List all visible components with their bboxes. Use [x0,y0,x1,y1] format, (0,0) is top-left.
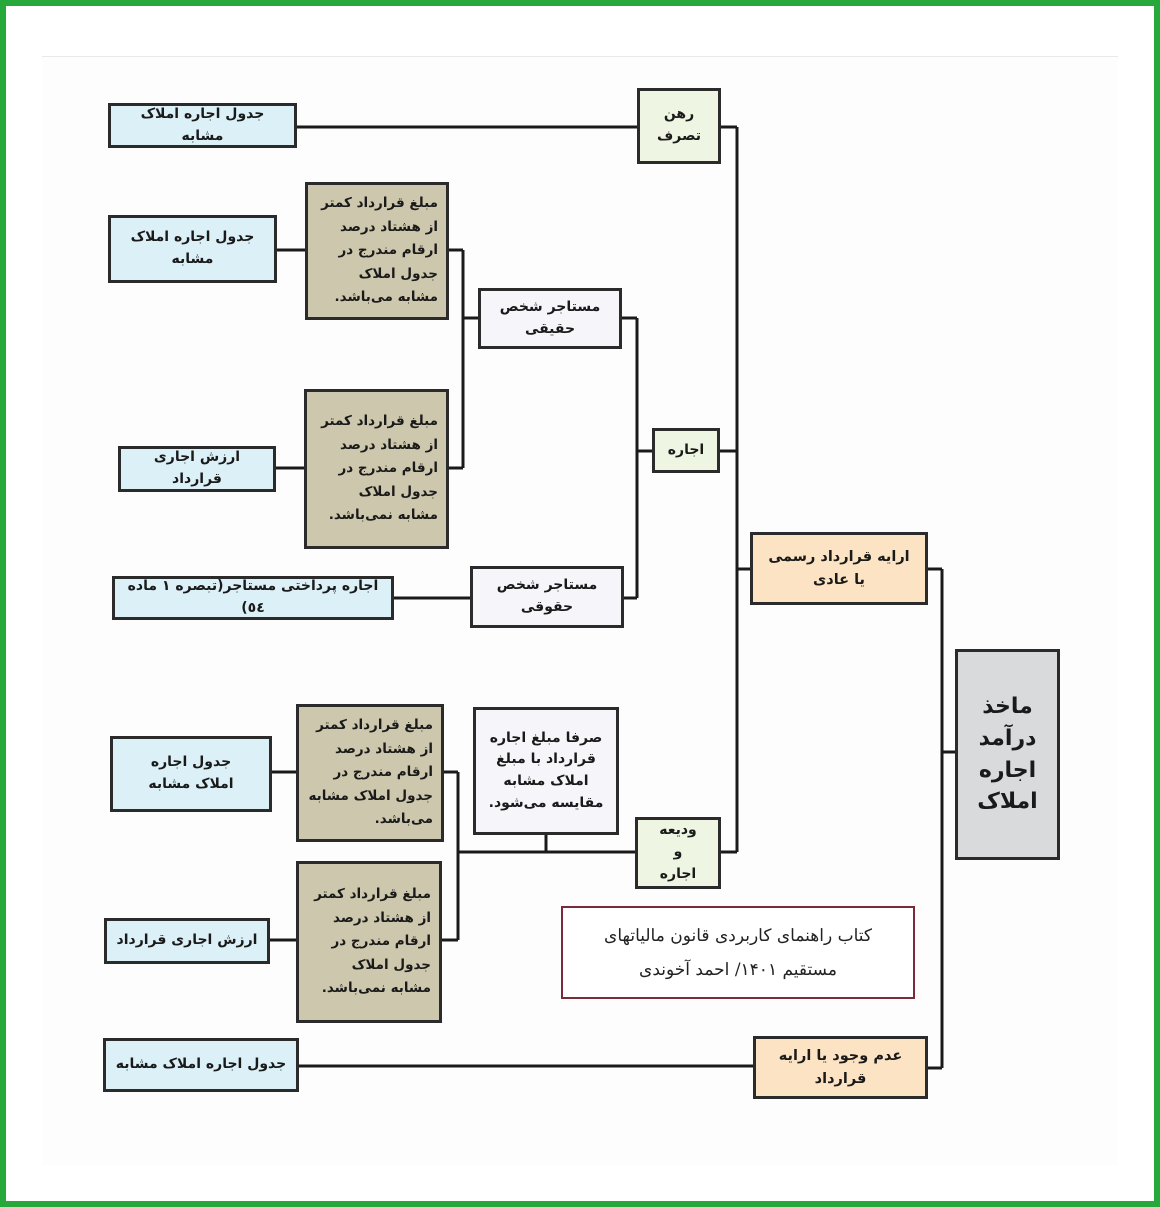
condition-not-less-than-80-percent [304,389,449,549]
condition-not-less-label: مبلغ قرارداد کمتر از هشتاد درصد ارقام مندرج در جدول املاک مشابه نمی‌باشد. [321,412,438,524]
tenant-natural-label: مستاجر شخص حقیقی [499,298,601,337]
root-revenue-basis [955,649,1060,860]
rent-only-comparison-note [473,707,619,835]
tenant-natural-person [478,288,622,349]
type-deposit-rent-label: ودیعه و اجاره [659,822,697,882]
type-rent-label: اجاره [667,441,705,458]
condition-deposit-less-than-80-percent [296,704,444,842]
condition-less-than-80-percent [305,182,449,320]
outcome-legal-label: اجاره پرداختی مستاجر(تبصره ۱ ماده ٥٤) [127,578,379,616]
source-citation [561,906,915,999]
outcome-deposit-similar-table [110,736,272,812]
outcome-natural-table-label: جدول اجاره املاک مشابه [130,229,255,267]
outcome-mortgage-similar-table [108,103,297,148]
type-deposit-rent [635,817,721,889]
outcome-deposit-contract-value [104,918,270,964]
type-mortgage-label: رهن تصرف [656,106,702,144]
type-mortgage [637,88,721,164]
outcome-no-contract-similar-table [103,1038,299,1092]
outcome-deposit-table-label: جدول اجاره املاک مشابه [148,754,234,792]
condition-deposit-less-label: مبلغ قرارداد کمتر از هشتاد درصد ارقام مندرج در جدول املاک مشابه می‌باشد. [308,716,433,828]
branch-no-contract [753,1036,928,1099]
rent-only-label: صرفا مبلغ اجاره قرارداد با مبلغ املاک مشابه مقایسه می‌شود. [488,729,604,811]
outcome-legal-rent-paid [112,576,394,620]
outcome-natural-value-label: ارزش اجاری قرارداد [153,449,241,487]
condition-less-label: مبلغ قرارداد کمتر از هشتاد درصد ارقام مندرج در جدول املاک مشابه می‌باشد. [321,194,438,306]
tenant-legal-person [470,566,624,628]
condition-deposit-not-less-label: مبلغ قرارداد کمتر از هشتاد درصد ارقام مندرج در جدول املاک مشابه نمی‌باشد. [314,885,431,997]
outcome-natural-similar-table [108,215,277,283]
outcome-natural-contract-value [118,446,276,492]
outcome-mortgage-label: جدول اجاره املاک مشابه [140,105,265,144]
condition-deposit-not-less-than-80-percent [296,861,442,1023]
branch-contract-submitted [750,532,928,605]
source-citation-text: کتاب راهنمای کاربردی قانون مالیاتهای مستقیم ۱۴۰۱/ احمد آخوندی [604,925,872,980]
outcome-deposit-value-label: ارزش اجاری قرارداد [116,932,258,949]
root-label: ماخذ درآمد اجاره املاک [977,693,1038,815]
branch-contract-label: ارایه قرارداد رسمی یا عادی [768,549,910,588]
branch-no-contract-label: عدم وجود یا ارایه قرارداد [778,1048,903,1087]
type-rent [652,428,720,473]
tenant-legal-label: مستاجر شخص حقوقی [496,577,598,615]
outcome-no-contract-label: جدول اجاره املاک مشابه [115,1056,287,1073]
